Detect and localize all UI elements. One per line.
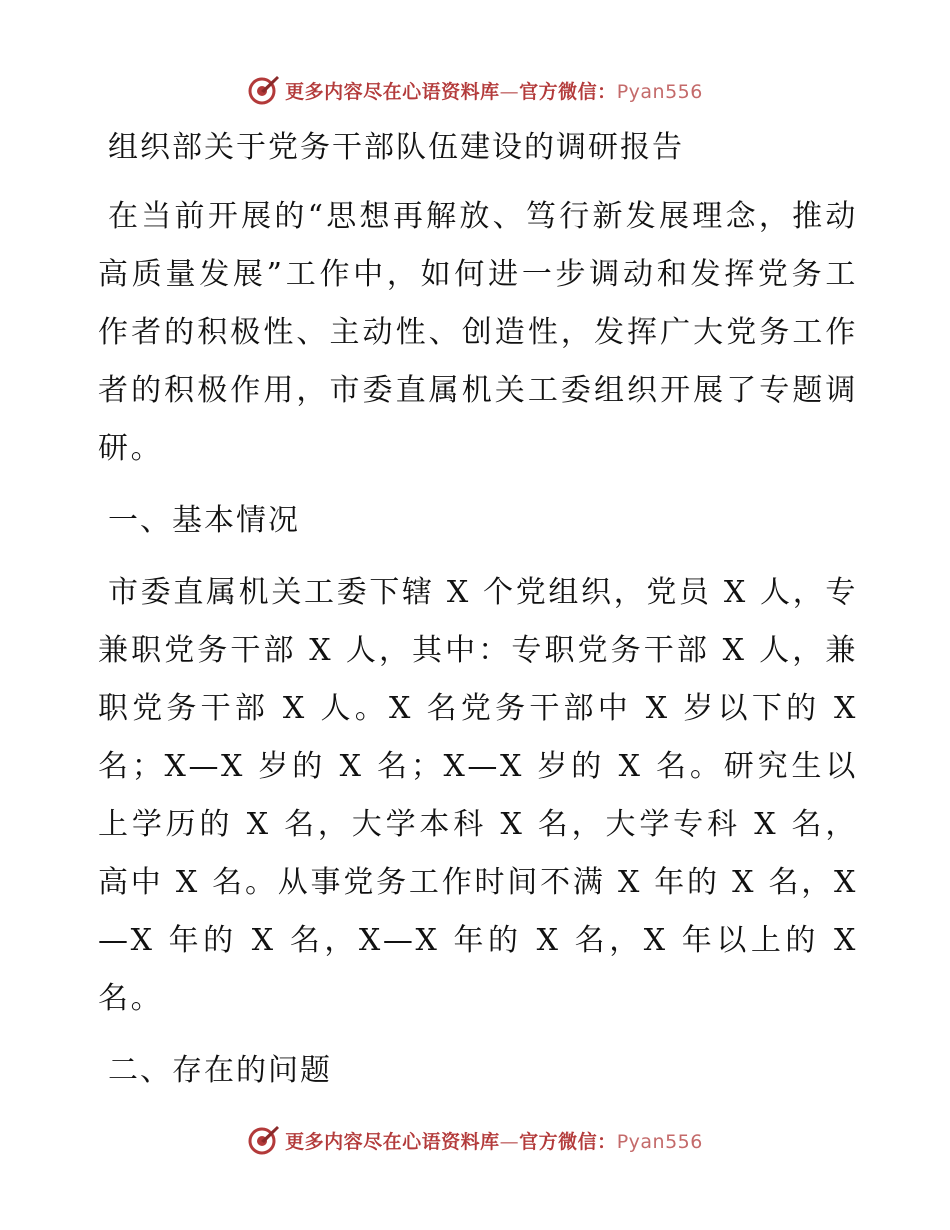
section1-heading: 一、基本情况 xyxy=(108,503,300,538)
quill-logo-icon xyxy=(247,73,281,107)
watermark-text xyxy=(285,77,703,104)
watermark-main-text: 更多内容尽在心语资料库 xyxy=(285,80,500,103)
watermark-wechat-id: Pyan556 xyxy=(616,80,703,103)
watermark-main-text: 更多内容尽在心语资料库 xyxy=(285,1130,500,1153)
section1-paragraph xyxy=(98,564,858,1028)
watermark-header xyxy=(0,70,950,110)
intro-paragraph xyxy=(98,188,858,478)
quill-logo-icon xyxy=(247,1123,281,1157)
watermark-dash: — xyxy=(499,80,520,103)
intro-text: 在当前开展的“思想再解放、笃行新发展理念，推动高质量发展”工作中，如何进一步调动和发挥党务工作者的积极性、主动性、创造性，发挥广大党务工作者的积极作用，市委直属机关工委组织开展了专题调研。 xyxy=(98,199,858,466)
watermark-wechat-label: 官方微信： xyxy=(519,1130,617,1153)
watermark-text xyxy=(285,1127,703,1154)
watermark-footer xyxy=(0,1120,950,1160)
document-body xyxy=(98,122,858,1114)
document-title: 组织部关于党务干部队伍建设的调研报告 xyxy=(108,130,684,165)
watermark-wechat-label: 官方微信： xyxy=(519,80,617,103)
watermark-wechat-id: Pyan556 xyxy=(616,1130,703,1153)
section2-heading: 二、存在的问题 xyxy=(108,1053,332,1088)
watermark-dash: — xyxy=(499,1130,520,1153)
section1-text: 市委直属机关工委下辖 X 个党组织，党员 X 人，专兼职党务干部 X 人，其中：专职党务干部 X 人，兼职党务干部 X 人。X 名党务干部中 X 岁以下的 X 名；X—X 岁的 X 名；X—X 岁的 X 名。研究生以上学历的 X 名，大学本科 X 名，大学专科 X 名，高中 X 名。从事党务工作时间不满 X 年的 X 名，X—X 年的 X 名，X—X 年的 X 名，X 年以上的 X 名。 xyxy=(98,575,858,1016)
